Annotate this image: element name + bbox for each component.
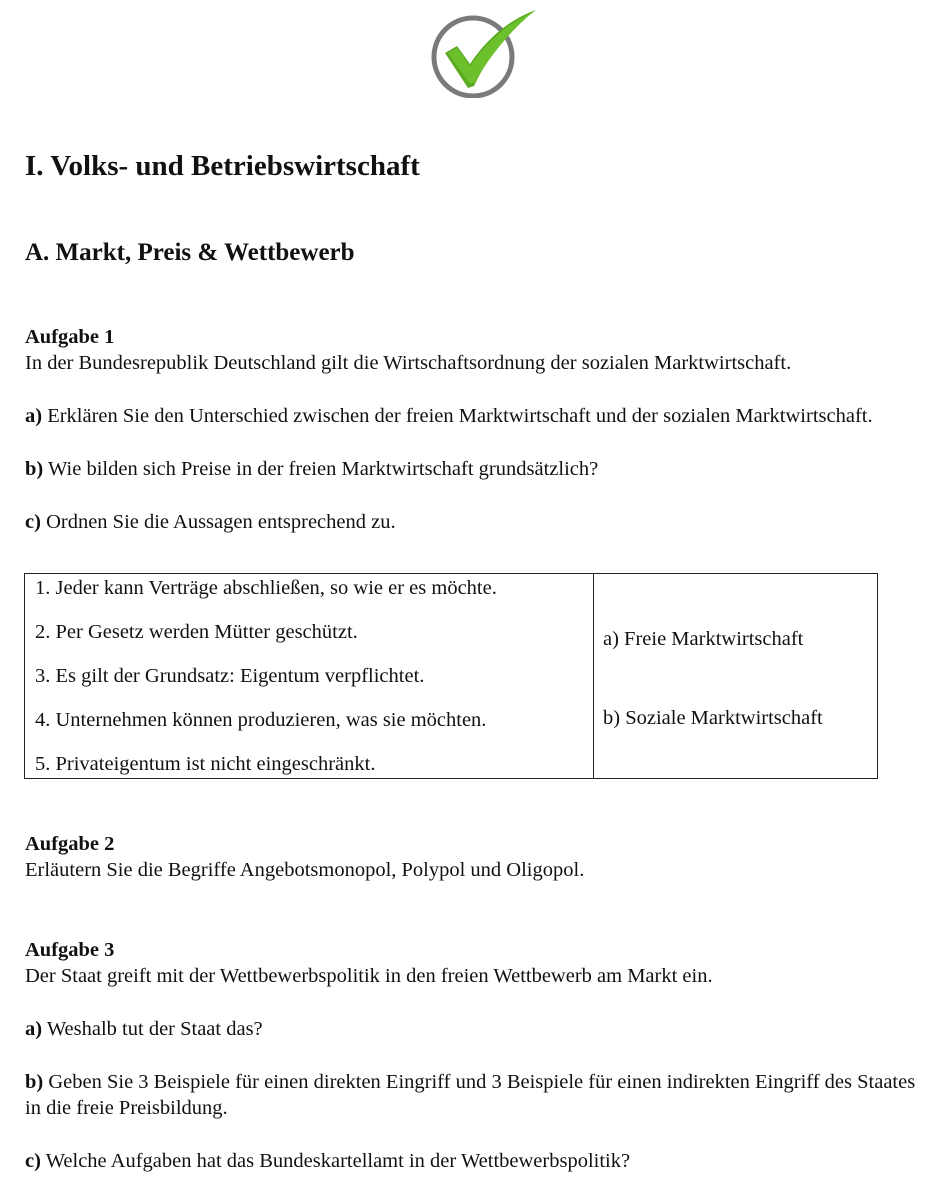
task-3 [25, 937, 925, 1174]
task-3-question-b [25, 1069, 925, 1121]
question-letter: a) [25, 405, 43, 427]
question-text: Weshalb tut der Staat das? [46, 1018, 263, 1040]
assignment-table [24, 573, 878, 779]
task-1-question-a [25, 403, 925, 429]
question-letter: c) [25, 1150, 41, 1172]
option-item: a) Freie Marktwirtschaft [603, 628, 804, 650]
statement-item: 1. Jeder kann Verträge abschließen, so wie er es möchte. [35, 577, 497, 599]
statement-item: 4. Unternehmen können produzieren, was sie möchten. [35, 709, 487, 731]
task-3-intro: Der Staat greift mit der Wettbewerbspolitik in den freien Wettbewerb am Markt ein. [25, 965, 713, 987]
task-1-title: Aufgabe 1 [25, 326, 115, 348]
statement-item: 2. Per Gesetz werden Mütter geschützt. [35, 621, 358, 643]
section-title: A. Markt, Preis & Wettbewerb [25, 239, 355, 266]
task-1 [25, 324, 925, 535]
task-3-question-a [25, 1016, 925, 1042]
question-text: Wie bilden sich Preise in der freien Marktwirtschaft grundsätzlich? [48, 458, 599, 480]
question-letter: a) [25, 1018, 43, 1040]
task-1-question-c [25, 509, 925, 535]
question-letter: b) [25, 458, 44, 480]
question-letter: c) [25, 511, 41, 533]
task-1-question-b [25, 456, 925, 482]
question-text: Erklären Sie den Unterschied zwischen der freien Marktwirtschaft und der sozialen Marktwirtschaft. [47, 405, 873, 427]
task-2 [25, 831, 925, 883]
page-title: I. Volks- und Betriebswirtschaft [25, 150, 420, 182]
question-text: Geben Sie 3 Beispiele für einen direkten Eingriff und 3 Beispiele für einen indirekten Eingriff des Staates in die freie Preisbildung. [25, 1071, 916, 1119]
question-text: Ordnen Sie die Aussagen entsprechend zu. [46, 511, 396, 533]
question-text: Welche Aufgaben hat das Bundeskartellamt in der Wettbewerbspolitik? [45, 1150, 631, 1172]
task-2-intro: Erläutern Sie die Begriffe Angebotsmonopol, Polypol und Oligopol. [25, 859, 585, 881]
statement-item: 3. Es gilt der Grundsatz: Eigentum verpflichtet. [35, 665, 425, 687]
statement-item: 5. Privateigentum ist nicht eingeschränkt. [35, 753, 376, 775]
statements-column [25, 574, 594, 779]
options-column [594, 574, 878, 779]
task-3-title: Aufgabe 3 [25, 939, 115, 961]
question-letter: b) [25, 1071, 44, 1093]
checkmark-circle-icon [428, 6, 538, 98]
task-3-question-c [25, 1148, 925, 1174]
task-1-intro: In der Bundesrepublik Deutschland gilt die Wirtschaftsordnung der sozialen Marktwirtschaft. [25, 352, 792, 374]
task-2-title: Aufgabe 2 [25, 833, 115, 855]
option-item: b) Soziale Marktwirtschaft [603, 707, 823, 729]
